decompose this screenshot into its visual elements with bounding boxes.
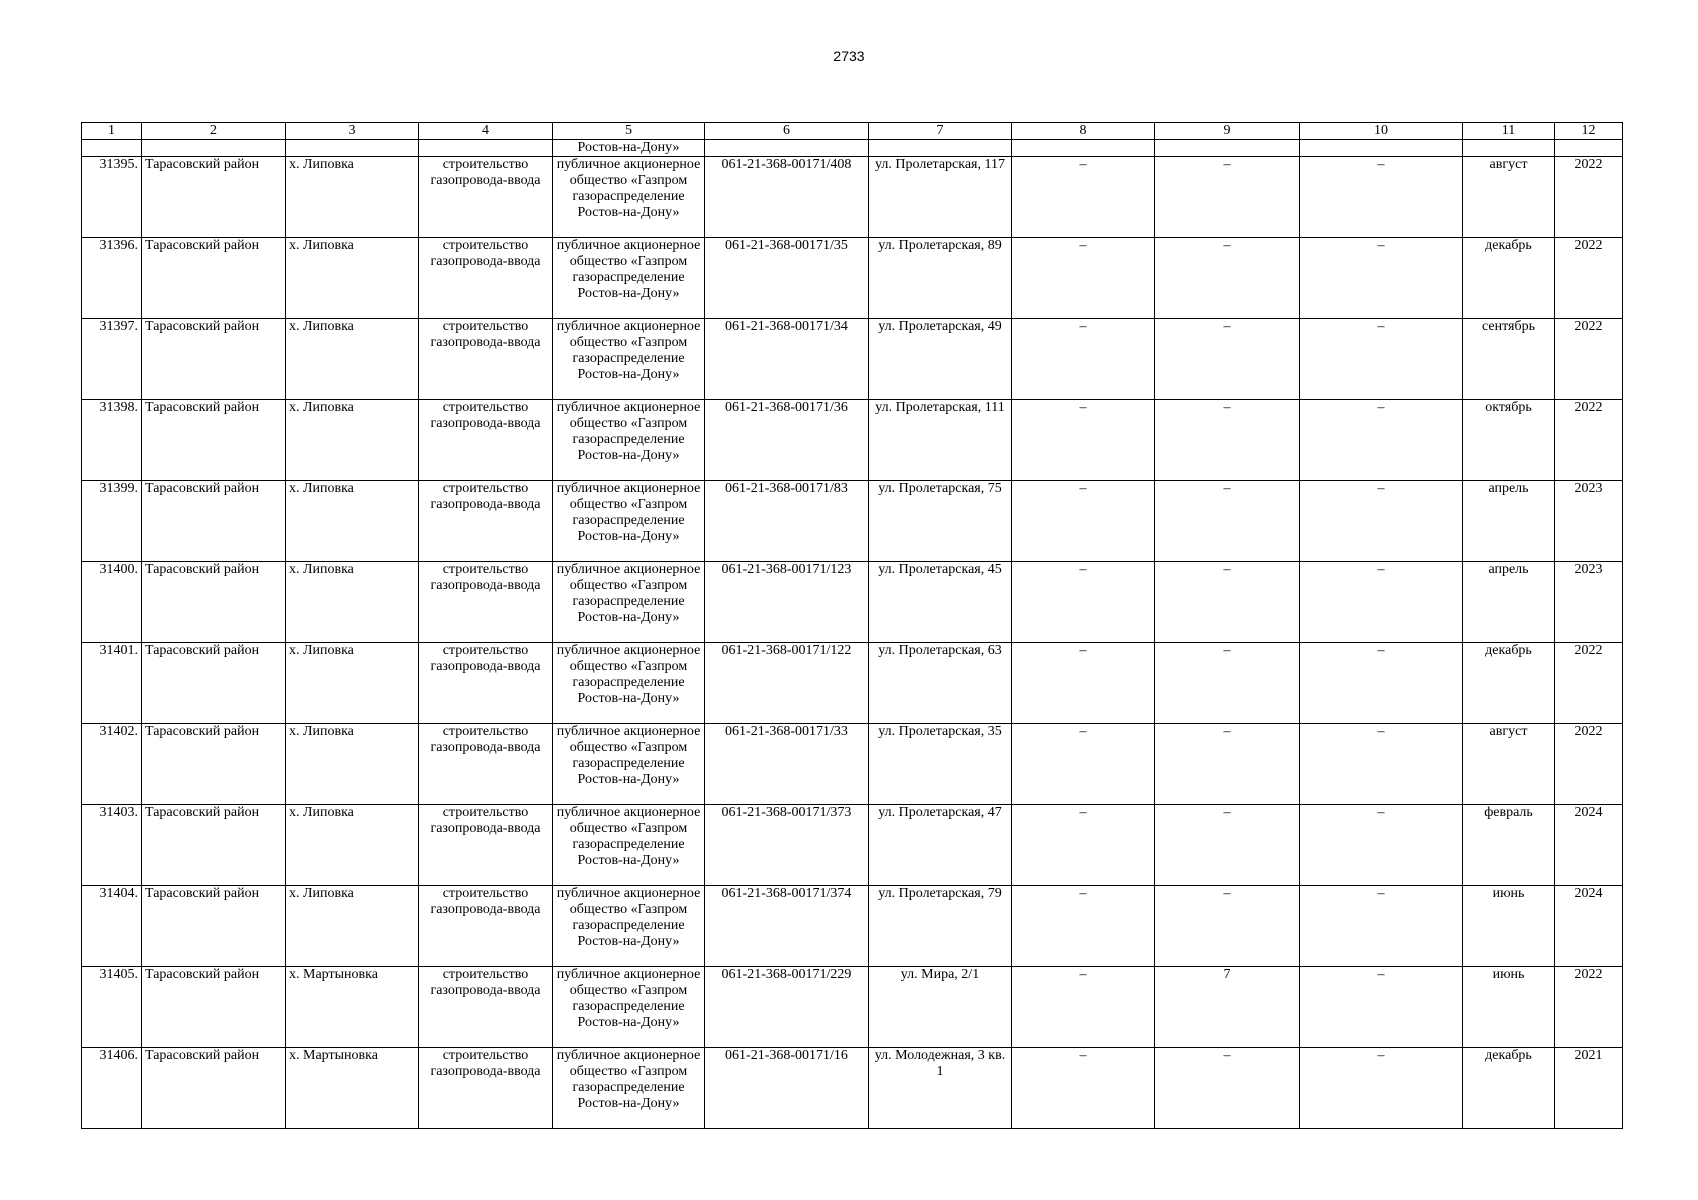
column-9-cell: – (1155, 238, 1300, 319)
empty-cell (869, 140, 1012, 157)
table-row (82, 1048, 1623, 1129)
work-type-cell: строительство газопровода-ввода (419, 886, 553, 967)
owner-cell: публичное акционерное общество «Газпром газораспределение Ростов-на-Дону» (553, 724, 705, 805)
settlement-cell: х. Липовка (286, 805, 419, 886)
column-10-cell: – (1300, 724, 1463, 805)
column-9-cell: – (1155, 562, 1300, 643)
column-8-cell: – (1012, 967, 1155, 1048)
owner-cell: публичное акционерное общество «Газпром газораспределение Ростов-на-Дону» (553, 643, 705, 724)
empty-cell (1012, 140, 1155, 157)
address-cell: ул. Пролетарская, 117 (869, 157, 1012, 238)
settlement-cell: х. Липовка (286, 643, 419, 724)
owner-cell: публичное акционерное общество «Газпром газораспределение Ростов-на-Дону» (553, 805, 705, 886)
column-header: 2 (142, 123, 286, 140)
owner-cell: публичное акционерное общество «Газпром газораспределение Ростов-на-Дону» (553, 319, 705, 400)
row-number: 31398. (82, 400, 142, 481)
row-number: 31395. (82, 157, 142, 238)
address-cell: ул. Пролетарская, 89 (869, 238, 1012, 319)
year-cell: 2022 (1555, 724, 1623, 805)
work-type-cell: строительство газопровода-ввода (419, 724, 553, 805)
settlement-cell: х. Липовка (286, 886, 419, 967)
column-9-cell: – (1155, 643, 1300, 724)
settlement-cell: х. Липовка (286, 157, 419, 238)
settlement-cell: х. Липовка (286, 400, 419, 481)
settlement-cell: х. Липовка (286, 481, 419, 562)
object-code-cell: 061-21-368-00171/408 (705, 157, 869, 238)
year-cell: 2024 (1555, 886, 1623, 967)
row-number: 31399. (82, 481, 142, 562)
district-cell: Тарасовский район (142, 967, 286, 1048)
district-cell: Тарасовский район (142, 724, 286, 805)
column-8-cell: – (1012, 400, 1155, 481)
column-header: 11 (1463, 123, 1555, 140)
column-10-cell: – (1300, 805, 1463, 886)
work-type-cell: строительство газопровода-ввода (419, 157, 553, 238)
row-number: 31401. (82, 643, 142, 724)
column-8-cell: – (1012, 481, 1155, 562)
table-row (82, 724, 1623, 805)
district-cell: Тарасовский район (142, 238, 286, 319)
row-number: 31403. (82, 805, 142, 886)
district-cell: Тарасовский район (142, 886, 286, 967)
empty-cell (1155, 140, 1300, 157)
owner-cell: публичное акционерное общество «Газпром газораспределение Ростов-на-Дону» (553, 967, 705, 1048)
address-cell: ул. Пролетарская, 79 (869, 886, 1012, 967)
table-row (82, 400, 1623, 481)
settlement-cell: х. Липовка (286, 238, 419, 319)
address-cell: ул. Пролетарская, 75 (869, 481, 1012, 562)
column-10-cell: – (1300, 238, 1463, 319)
address-cell: ул. Молодежная, 3 кв. 1 (869, 1048, 1012, 1129)
column-10-cell: – (1300, 967, 1463, 1048)
empty-cell (1300, 140, 1463, 157)
object-code-cell: 061-21-368-00171/83 (705, 481, 869, 562)
year-cell: 2022 (1555, 643, 1623, 724)
work-type-cell: строительство газопровода-ввода (419, 319, 553, 400)
year-cell: 2022 (1555, 400, 1623, 481)
column-9-cell: – (1155, 886, 1300, 967)
column-9-cell: – (1155, 481, 1300, 562)
column-8-cell: – (1012, 886, 1155, 967)
column-header: 12 (1555, 123, 1623, 140)
work-type-cell: строительство газопровода-ввода (419, 967, 553, 1048)
column-8-cell: – (1012, 643, 1155, 724)
row-number: 31396. (82, 238, 142, 319)
row-number: 31400. (82, 562, 142, 643)
address-cell: ул. Мира, 2/1 (869, 967, 1012, 1048)
table-row (82, 886, 1623, 967)
object-code-cell: 061-21-368-00171/36 (705, 400, 869, 481)
month-cell: сентябрь (1463, 319, 1555, 400)
column-9-cell: – (1155, 319, 1300, 400)
continuation-row (82, 140, 1623, 157)
object-code-cell: 061-21-368-00171/374 (705, 886, 869, 967)
year-cell: 2022 (1555, 967, 1623, 1048)
row-number: 31405. (82, 967, 142, 1048)
year-cell: 2024 (1555, 805, 1623, 886)
work-type-cell: строительство газопровода-ввода (419, 481, 553, 562)
district-cell: Тарасовский район (142, 319, 286, 400)
column-header: 5 (553, 123, 705, 140)
column-9-cell: – (1155, 157, 1300, 238)
row-number: 31402. (82, 724, 142, 805)
year-cell: 2023 (1555, 562, 1623, 643)
object-code-cell: 061-21-368-00171/34 (705, 319, 869, 400)
address-cell: ул. Пролетарская, 111 (869, 400, 1012, 481)
table-row (82, 481, 1623, 562)
empty-cell (1555, 140, 1623, 157)
owner-cell: публичное акционерное общество «Газпром газораспределение Ростов-на-Дону» (553, 562, 705, 643)
owner-cell: публичное акционерное общество «Газпром газораспределение Ростов-на-Дону» (553, 400, 705, 481)
column-10-cell: – (1300, 400, 1463, 481)
object-code-cell: 061-21-368-00171/122 (705, 643, 869, 724)
work-type-cell: строительство газопровода-ввода (419, 238, 553, 319)
table-row (82, 319, 1623, 400)
district-cell: Тарасовский район (142, 562, 286, 643)
column-8-cell: – (1012, 724, 1155, 805)
work-type-cell: строительство газопровода-ввода (419, 1048, 553, 1129)
register-table (81, 122, 1623, 1129)
column-8-cell: – (1012, 238, 1155, 319)
column-header: 6 (705, 123, 869, 140)
month-cell: декабрь (1463, 643, 1555, 724)
address-cell: ул. Пролетарская, 45 (869, 562, 1012, 643)
column-9-cell: 7 (1155, 967, 1300, 1048)
column-header: 10 (1300, 123, 1463, 140)
column-header: 4 (419, 123, 553, 140)
settlement-cell: х. Липовка (286, 319, 419, 400)
year-cell: 2022 (1555, 238, 1623, 319)
empty-cell (1463, 140, 1555, 157)
month-cell: август (1463, 724, 1555, 805)
settlement-cell: х. Мартыновка (286, 1048, 419, 1129)
address-cell: ул. Пролетарская, 63 (869, 643, 1012, 724)
year-cell: 2022 (1555, 319, 1623, 400)
settlement-cell: х. Мартыновка (286, 967, 419, 1048)
table-row (82, 562, 1623, 643)
empty-cell (705, 140, 869, 157)
column-10-cell: – (1300, 886, 1463, 967)
object-code-cell: 061-21-368-00171/373 (705, 805, 869, 886)
column-10-cell: – (1300, 481, 1463, 562)
object-code-cell: 061-21-368-00171/35 (705, 238, 869, 319)
month-cell: декабрь (1463, 238, 1555, 319)
month-cell: июнь (1463, 886, 1555, 967)
column-9-cell: – (1155, 400, 1300, 481)
district-cell: Тарасовский район (142, 400, 286, 481)
object-code-cell: 061-21-368-00171/123 (705, 562, 869, 643)
settlement-cell: х. Липовка (286, 724, 419, 805)
month-cell: август (1463, 157, 1555, 238)
column-number-row (82, 123, 1623, 140)
address-cell: ул. Пролетарская, 35 (869, 724, 1012, 805)
owner-cell: публичное акционерное общество «Газпром газораспределение Ростов-на-Дону» (553, 157, 705, 238)
table-row (82, 967, 1623, 1048)
work-type-cell: строительство газопровода-ввода (419, 400, 553, 481)
column-10-cell: – (1300, 562, 1463, 643)
month-cell: октябрь (1463, 400, 1555, 481)
column-9-cell: – (1155, 1048, 1300, 1129)
column-header: 1 (82, 123, 142, 140)
month-cell: декабрь (1463, 1048, 1555, 1129)
district-cell: Тарасовский район (142, 805, 286, 886)
work-type-cell: строительство газопровода-ввода (419, 805, 553, 886)
empty-cell (82, 140, 142, 157)
column-10-cell: – (1300, 1048, 1463, 1129)
year-cell: 2023 (1555, 481, 1623, 562)
district-cell: Тарасовский район (142, 1048, 286, 1129)
empty-cell (286, 140, 419, 157)
object-code-cell: 061-21-368-00171/33 (705, 724, 869, 805)
object-code-cell: 061-21-368-00171/229 (705, 967, 869, 1048)
table-row (82, 805, 1623, 886)
column-10-cell: – (1300, 643, 1463, 724)
row-number: 31406. (82, 1048, 142, 1129)
owner-cell: публичное акционерное общество «Газпром газораспределение Ростов-на-Дону» (553, 238, 705, 319)
page-number: 2733 (833, 48, 865, 64)
year-cell: 2022 (1555, 157, 1623, 238)
object-code-cell: 061-21-368-00171/16 (705, 1048, 869, 1129)
district-cell: Тарасовский район (142, 157, 286, 238)
work-type-cell: строительство газопровода-ввода (419, 643, 553, 724)
owner-cell: публичное акционерное общество «Газпром газораспределение Ростов-на-Дону» (553, 481, 705, 562)
owner-cell: публичное акционерное общество «Газпром газораспределение Ростов-на-Дону» (553, 1048, 705, 1129)
column-8-cell: – (1012, 805, 1155, 886)
district-cell: Тарасовский район (142, 643, 286, 724)
address-cell: ул. Пролетарская, 49 (869, 319, 1012, 400)
month-cell: июнь (1463, 967, 1555, 1048)
column-8-cell: – (1012, 562, 1155, 643)
column-8-cell: – (1012, 1048, 1155, 1129)
work-type-cell: строительство газопровода-ввода (419, 562, 553, 643)
column-8-cell: – (1012, 157, 1155, 238)
empty-cell (142, 140, 286, 157)
column-8-cell: – (1012, 319, 1155, 400)
table-row (82, 157, 1623, 238)
row-number: 31404. (82, 886, 142, 967)
column-9-cell: – (1155, 805, 1300, 886)
row-number: 31397. (82, 319, 142, 400)
empty-cell (419, 140, 553, 157)
table-row (82, 238, 1623, 319)
column-9-cell: – (1155, 724, 1300, 805)
owner-cell: публичное акционерное общество «Газпром газораспределение Ростов-на-Дону» (553, 886, 705, 967)
settlement-cell: х. Липовка (286, 562, 419, 643)
column-header: 7 (869, 123, 1012, 140)
column-header: 3 (286, 123, 419, 140)
column-header: 9 (1155, 123, 1300, 140)
district-cell: Тарасовский район (142, 481, 286, 562)
month-cell: апрель (1463, 562, 1555, 643)
column-header: 8 (1012, 123, 1155, 140)
year-cell: 2021 (1555, 1048, 1623, 1129)
column-10-cell: – (1300, 157, 1463, 238)
address-cell: ул. Пролетарская, 47 (869, 805, 1012, 886)
table-row (82, 643, 1623, 724)
month-cell: апрель (1463, 481, 1555, 562)
month-cell: февраль (1463, 805, 1555, 886)
owner-continuation: Ростов-на-Дону» (553, 140, 705, 157)
column-10-cell: – (1300, 319, 1463, 400)
